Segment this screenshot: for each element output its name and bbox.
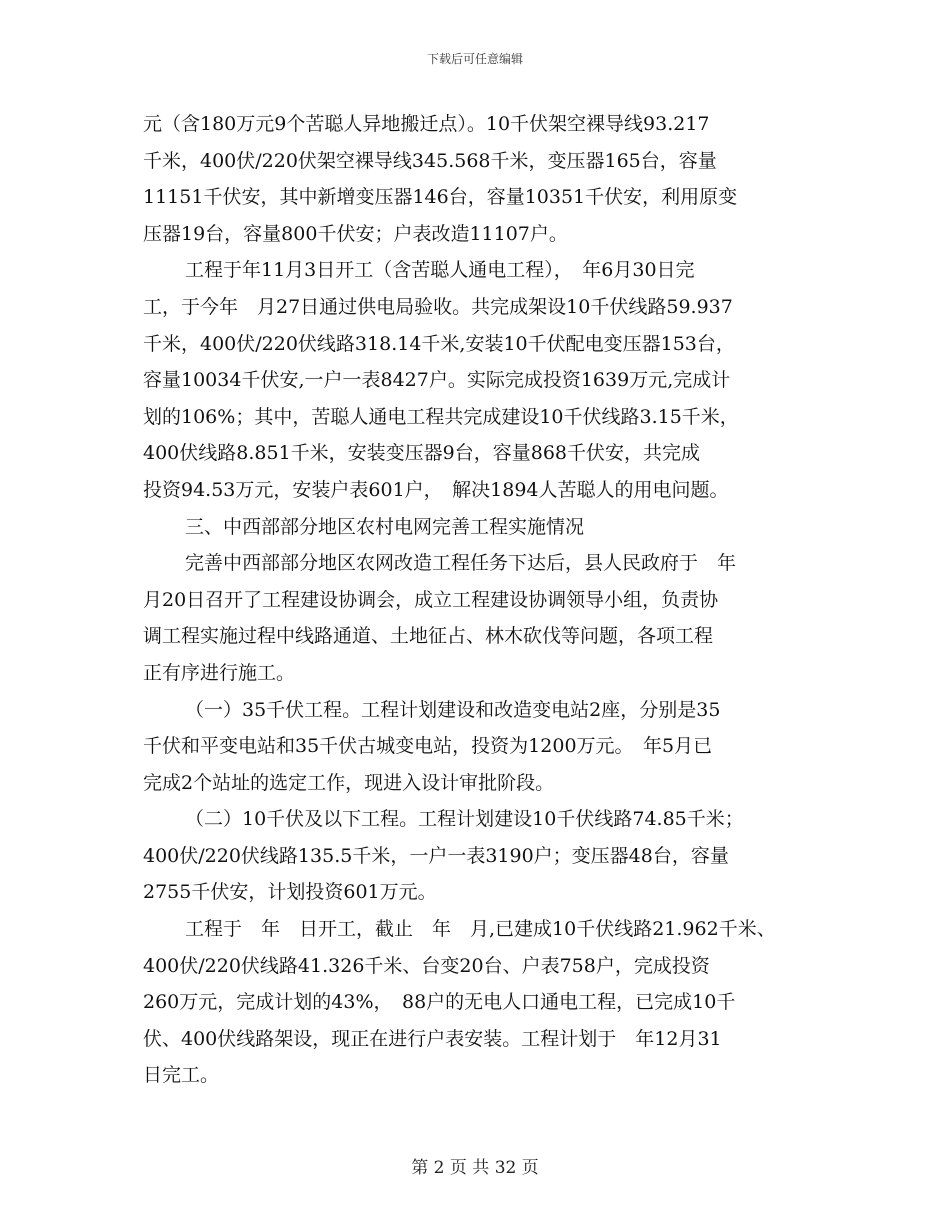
paragraph-start-line: 工程于 年 日开工，截止 年 月,已建成10千伏线路21.962千米、 — [185, 918, 776, 941]
text-line: 调工程实施过程中线路通道、土地征占、林木砍伐等问题，各项工程 — [143, 625, 714, 648]
paragraph-start-line: 完善中西部部分地区农网改造工程任务下达后，县人民政府于 年 — [185, 552, 737, 575]
text-line: 2755千伏安，计划投资601万元。 — [143, 881, 437, 904]
text-line: 月20日召开了工程建设协调会，成立工程建设协调领导小组，负责协 — [143, 588, 719, 611]
subsection-start-line: （一）35千伏工程。工程计划建设和改造变电站2座，分别是35 — [185, 698, 721, 721]
text-line: 千米，400伏/220伏架空裸导线345.568千米，变压器165台，容量 — [143, 149, 717, 172]
section-heading: 三、中西部部分地区农村电网完善工程实施情况 — [185, 515, 585, 538]
text-line: 工，于今年 月27日通过供电局验收。共完成架设10千伏线路59.937 — [143, 295, 733, 318]
text-line: 11151千伏安，其中新增变压器146台，容量10351千伏安，利用原变 — [143, 186, 738, 209]
text-line: 元（含180万元9个苦聪人异地搬迁点）。10千伏架空裸导线93.217 — [143, 113, 710, 135]
paragraph-start-line: 工程于年11月3日开工（含苦聪人通电工程）， 年6月30日完 — [185, 259, 695, 282]
text-line: 千米，400伏/220伏线路318.14千米,安装10千伏配电变压器153台， — [143, 332, 735, 355]
text-line: 容量10034千伏安,一户一表8427户。实际完成投资1639万元,完成计 — [143, 369, 731, 392]
text-line: 投资94.53万元，安装户表601户， 解决1894人苦聪人的用电问题。 — [143, 478, 729, 501]
text-line: 完成2个站址的选定工作，现进入设计审批阶段。 — [143, 771, 555, 794]
text-line: 压器19台，容量800千伏安；户表改造11107户。 — [143, 222, 568, 245]
page-footer: 第 2 页 共 32 页 — [411, 1158, 539, 1178]
text-line: 千伏和平变电站和35千伏古城变电站，投资为1200万元。 年5月已 — [143, 735, 713, 758]
text-line: 260万元，完成计划的43%， 88户的无电人口通电工程，已完成10千 — [143, 991, 736, 1014]
document-body — [143, 106, 833, 1094]
text-line: 伏、400伏线路架设，现正在进行户表安装。工程计划于 年12月31 — [143, 1027, 722, 1050]
text-line: 日完工。 — [143, 1064, 220, 1087]
subsection-start-line: （二）10千伏及以下工程。工程计划建设10千伏线路74.85千米； — [185, 808, 744, 831]
text-line: 400伏/220伏线路135.5千米，一户一表3190户；变压器48台，容量 — [143, 844, 729, 867]
text-line: 划的106%；其中，苦聪人通电工程共完成建设10千伏线路3.15千米， — [143, 405, 739, 428]
text-line: 正有序进行施工。 — [143, 661, 296, 684]
text-line: 400伏线路8.851千米，安装变压器9台，容量868千伏安，共完成 — [143, 442, 701, 465]
page-header: 下载后可任意编辑 — [426, 52, 523, 66]
text-line: 400伏/220伏线路41.326千米、台变20台、户表758户，完成投资 — [143, 954, 710, 977]
